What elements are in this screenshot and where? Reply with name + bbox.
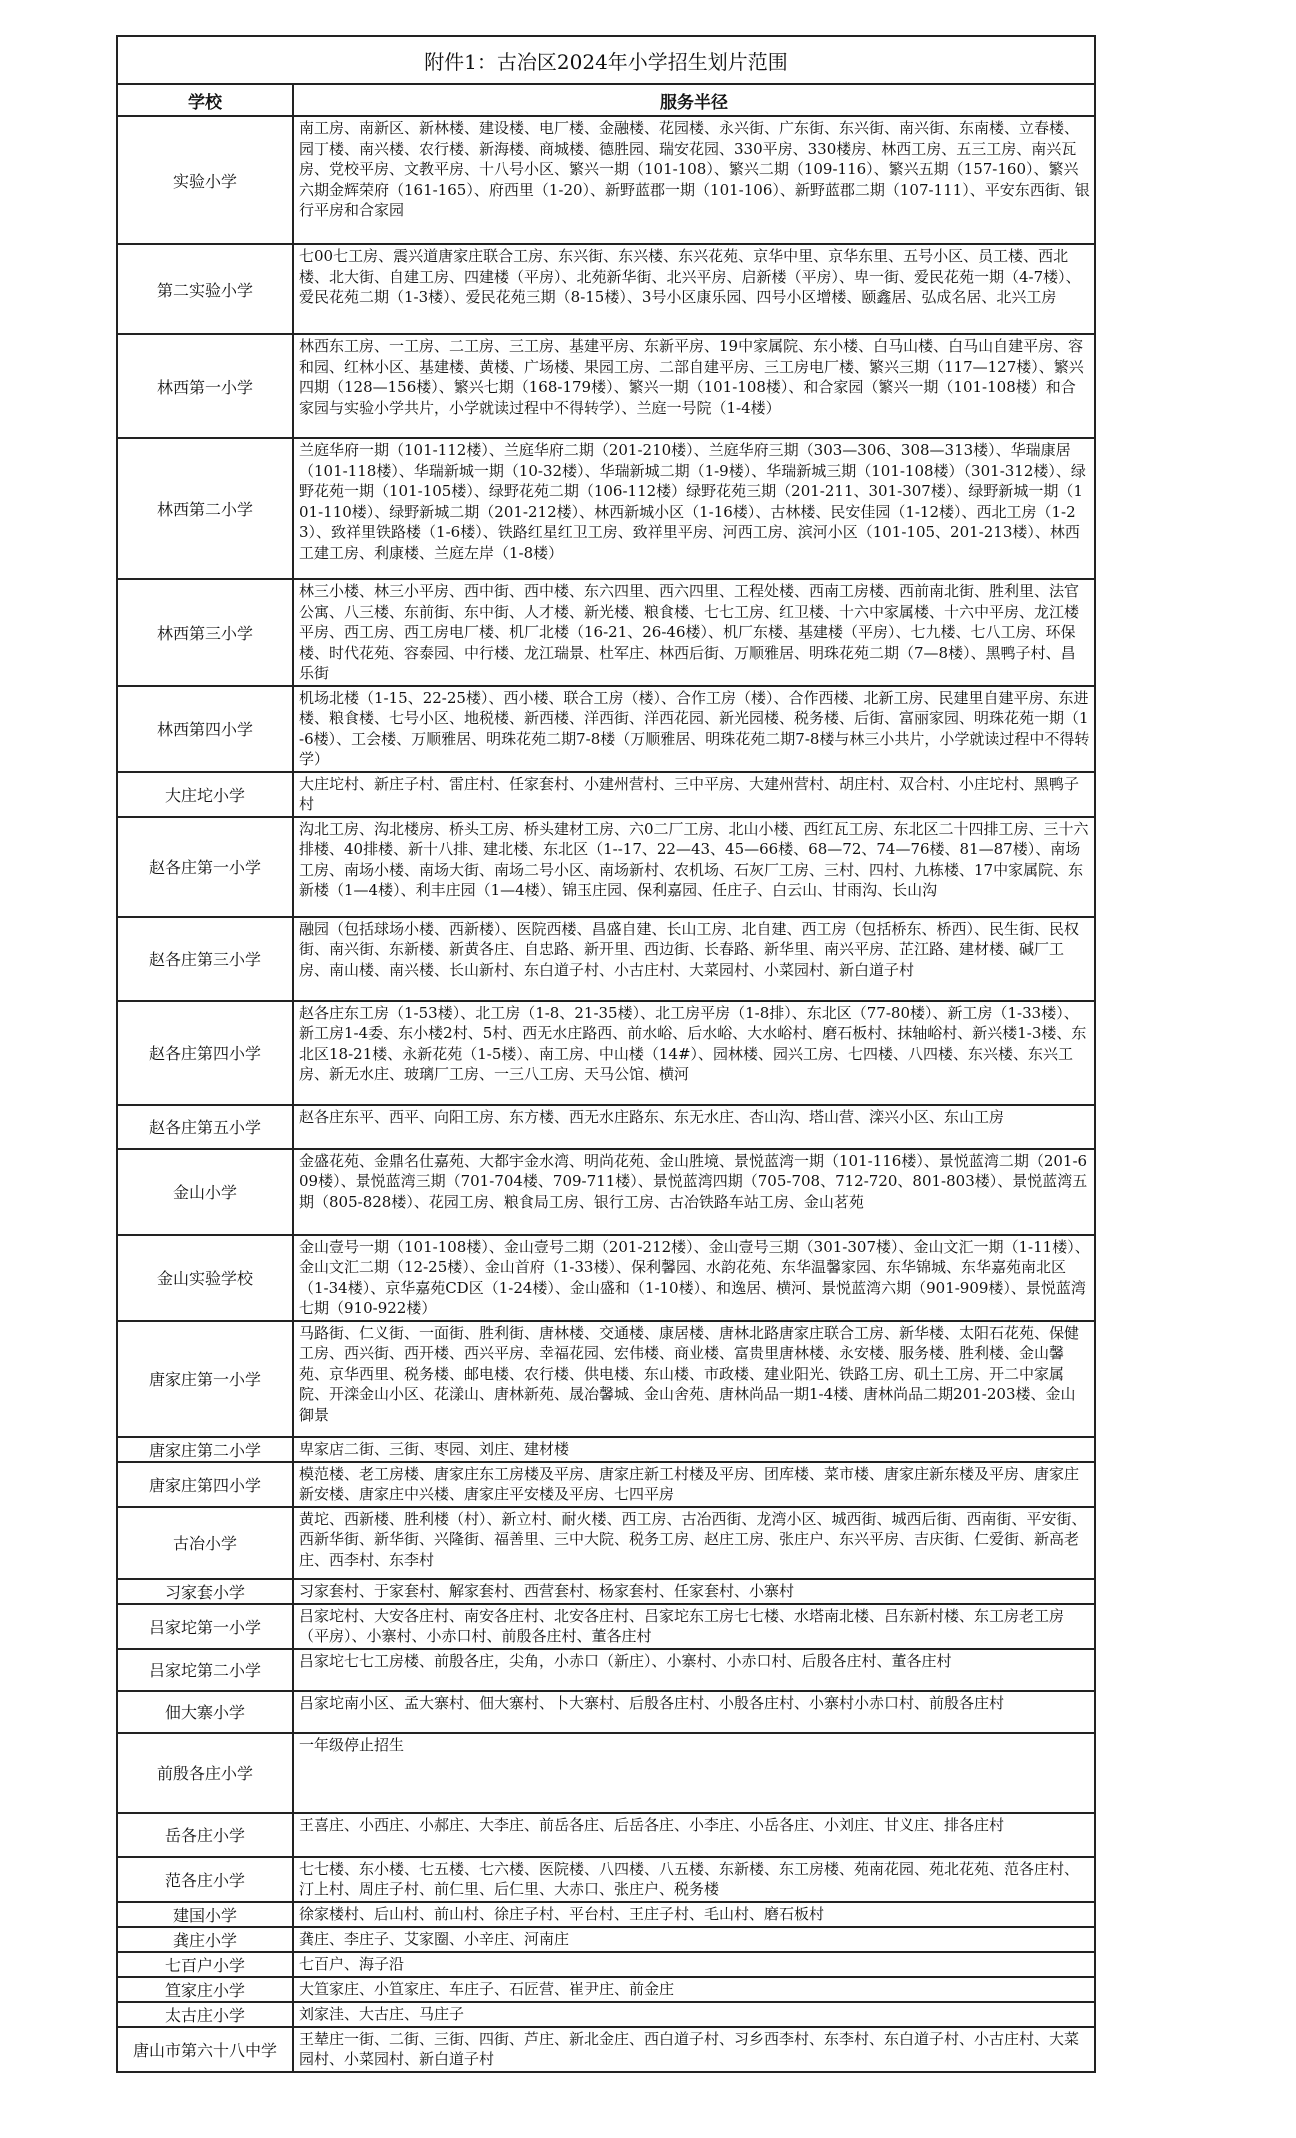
header-row	[117, 84, 1095, 116]
service-area: 模范楼、老工房楼、唐家庄东工房楼及平房、唐家庄新工村楼及平房、团库楼、菜市楼、唐家庄新东楼及平房、唐家庄新安楼、唐家庄中兴楼、唐家庄平安楼及平房、七四平房	[293, 1462, 1095, 1507]
table-body	[117, 116, 1095, 2072]
table-row	[117, 1321, 1095, 1437]
service-area: 七七楼、东小楼、七五楼、七六楼、医院楼、八四楼、八五楼、东新楼、东工房楼、苑南花园、苑北花苑、范各庄村、汀上村、周庄子村、前仁里、后仁里、大赤口、张庄户、税务楼	[293, 1857, 1095, 1902]
service-area: 林三小楼、林三小平房、西中街、西中楼、东六四里、西六四里、工程处楼、西南工房楼、西前南北街、胜利里、法官公寓、八三楼、东前街、东中街、人才楼、新光楼、粮食楼、七七工房、红卫楼、十六中家属楼、十六中平房、龙江楼平房、西工房、西工房电厂楼、机厂北楼（16-21、26-46楼）、机厂东楼、基建楼（平房）、七九楼、七八工房、环保楼、时代花苑、容泰园、中行楼、龙江瑞景、杜军庄、林西后街、万顺雅居、明珠花苑二期（7—8楼）、黑鸭子村、昌乐街	[293, 579, 1095, 686]
enrollment-table	[116, 35, 1096, 2073]
school-name: 实验小学	[117, 116, 293, 244]
table-row	[117, 917, 1095, 1001]
service-area: 卑家店二街、三街、枣园、刘庄、建材楼	[293, 1437, 1095, 1462]
service-area: 沟北工房、沟北楼房、桥头工房、桥头建材工房、六0二厂工房、北山小楼、西红瓦工房、东北区二十四排工房、三十六排楼、40排楼、新十八排、建北楼、东北区（1--17、22—43、45—66楼、68—72、74—76楼、81—87楼）、南场工房、南场小楼、南场大街、南场二号小区、南场新村、农机场、石灰厂工房、三村、四村、九栋楼、17中家属院、东新楼（1—4楼）、利丰庄园（1—4楼）、锦玉庄园、保利嘉园、任庄子、白云山、甘雨沟、长山沟	[293, 817, 1095, 917]
table-row	[117, 1927, 1095, 1952]
table-row	[117, 1857, 1095, 1902]
service-area: 大笪家庄、小笪家庄、车庄子、石匠营、崔尹庄、前金庄	[293, 1977, 1095, 2002]
table-row	[117, 817, 1095, 917]
table-row	[117, 686, 1095, 772]
service-area: 吕家坨南小区、孟大寨村、佃大寨村、卜大寨村、后殷各庄村、小殷各庄村、小寨村小赤口村、前殷各庄村	[293, 1691, 1095, 1733]
service-area: 刘家洼、大古庄、马庄子	[293, 2002, 1095, 2027]
school-name: 吕家坨第一小学	[117, 1604, 293, 1649]
school-name: 习家套小学	[117, 1579, 293, 1604]
school-name: 金山小学	[117, 1149, 293, 1235]
service-area: 赵各庄东工房（1-53楼）、北工房（1-8、21-35楼）、北工房平房（1-8排）、东北区（77-80楼）、新工房（1-33楼）、新工房1-4委、东小楼2村、5村、西无水庄路西、前水峪、后水峪、大水峪村、磨石板村、抹轴峪村、新兴楼1-3楼、东北区18-21楼、永新花苑（1-5楼）、南工房、中山楼（14#）、园林楼、园兴工房、七四楼、八四楼、东兴楼、东兴工房、新无水庄、玻璃厂工房、一三八工房、天马公馆、横河	[293, 1001, 1095, 1105]
school-name: 唐家庄第一小学	[117, 1321, 293, 1437]
school-name: 林西第四小学	[117, 686, 293, 772]
school-name: 唐家庄第二小学	[117, 1437, 293, 1462]
school-name: 林西第一小学	[117, 334, 293, 438]
service-area: 王辇庄一街、二街、三街、四街、芦庄、新北金庄、西白道子村、习乡西李村、东李村、东白道子村、小古庄村、大菜园村、小菜园村、新白道子村	[293, 2027, 1095, 2072]
table-row	[117, 1649, 1095, 1691]
service-area: 机场北楼（1-15、22-25楼）、西小楼、联合工房（楼）、合作工房（楼）、合作西楼、北新工房、民建里自建平房、东进楼、粮食楼、七号小区、地税楼、新西楼、洋西街、洋西花园、新光园楼、税务楼、后街、富丽家园、明珠花苑一期（1-6楼）、工会楼、万顺雅居、明珠花苑二期7-8楼（万顺雅居、明珠花苑二期7-8楼与林三小共片，小学就读过程中不得转学）	[293, 686, 1095, 772]
service-area: 融园（包括球场小楼、西新楼）、医院西楼、昌盛自建、长山工房、北自建、西工房（包括桥东、桥西）、民生街、民权街、南兴街、东新楼、新黄各庄、自忠路、新开里、西边街、长春路、新华里、南兴平房、芷江路、建材楼、碱厂工房、南山楼、南兴楼、长山新村、东白道子村、小古庄村、大菜园村、小菜园村、新白道子村	[293, 917, 1095, 1001]
school-name: 赵各庄第四小学	[117, 1001, 293, 1105]
table-row	[117, 1952, 1095, 1977]
table-row	[117, 1235, 1095, 1321]
service-area: 黄坨、西新楼、胜利楼（村）、新立村、耐火楼、西工房、古冶西街、龙湾小区、城西街、城西后街、西南街、平安街、西新华街、新华街、兴隆街、福善里、三中大院、税务工房、赵庄工房、张庄户、东兴平房、吉庆街、仁爱街、新高老庄、西李村、东李村	[293, 1507, 1095, 1579]
service-area: 徐家楼村、后山村、前山村、徐庄子村、平台村、王庄子村、毛山村、磨石板村	[293, 1902, 1095, 1927]
table-row	[117, 1691, 1095, 1733]
table-row	[117, 579, 1095, 686]
service-area: 习家套村、于家套村、解家套村、西营套村、杨家套村、任家套村、小寨村	[293, 1579, 1095, 1604]
service-area: 南工房、南新区、新林楼、建设楼、电厂楼、金融楼、花园楼、永兴街、广东街、东兴街、南兴街、东南楼、立春楼、园丁楼、南兴楼、农行楼、新海楼、商城楼、德胜园、瑞安花园、330平房、330楼房、林西工房、五三工房、南兴瓦房、党校平房、文教平房、十八号小区、繁兴一期（101-108）、繁兴二期（109-116）、繁兴五期（157-160）、繁兴六期金辉荣府（161-165）、府西里（1-20）、新野蓝郡一期（101-106）、新野蓝郡二期（107-111）、平安东西街、银行平房和合家园	[293, 116, 1095, 244]
table-row	[117, 1902, 1095, 1927]
table-row	[117, 2027, 1095, 2072]
service-area: 吕家坨七七工房楼、前殷各庄，尖角，小赤口（新庄）、小寨村、小赤口村、后殷各庄村、董各庄村	[293, 1649, 1095, 1691]
school-name: 大庄坨小学	[117, 772, 293, 817]
service-area: 吕家坨村、大安各庄村、南安各庄村、北安各庄村、吕家坨东工房七七楼、水塔南北楼、吕东新村楼、东工房老工房（平房）、小寨村、小赤口村、前殷各庄村、董各庄村	[293, 1604, 1095, 1649]
school-name: 林西第二小学	[117, 438, 293, 579]
table-row	[117, 1462, 1095, 1507]
table-row	[117, 1507, 1095, 1579]
school-name: 岳各庄小学	[117, 1813, 293, 1857]
table-row	[117, 334, 1095, 438]
table-row	[117, 1977, 1095, 2002]
school-name: 唐家庄第四小学	[117, 1462, 293, 1507]
document-page	[116, 35, 1094, 2073]
table-row	[117, 1105, 1095, 1149]
service-area: 七00七工房、震兴道唐家庄联合工房、东兴街、东兴楼、东兴花苑、京华中里、京华东里、五号小区、员工楼、西北楼、北大街、自建工房、四建楼（平房）、北苑新华街、北兴平房、启新楼（平房）、卑一街、爱民花苑一期（4-7楼）、爱民花苑二期（1-3楼）、爱民花苑三期（8-15楼）、3号小区康乐园、四号小区增楼、颐鑫居、弘成名居、北兴工房	[293, 244, 1095, 334]
document-title: 附件1：古冶区2024年小学招生划片范围	[117, 36, 1095, 84]
school-name: 笪家庄小学	[117, 1977, 293, 2002]
table-row	[117, 244, 1095, 334]
school-name: 唐山市第六十八中学	[117, 2027, 293, 2072]
table-row	[117, 2002, 1095, 2027]
school-name: 范各庄小学	[117, 1857, 293, 1902]
school-name: 建国小学	[117, 1902, 293, 1927]
school-name: 七百户小学	[117, 1952, 293, 1977]
service-area: 金山壹号一期（101-108楼）、金山壹号二期（201-212楼）、金山壹号三期（301-307楼）、金山文汇一期（1-11楼）、金山文汇二期（12-25楼）、金山首府（1-33楼）、保利馨园、水韵花苑、东华温馨家园、东华锦城、东华嘉苑南北区（1-34楼）、京华嘉苑CD区（1-24楼）、金山盛和（1-10楼）、和逸居、横河、景悦蓝湾六期（901-909楼）、景悦蓝湾七期（910-922楼）	[293, 1235, 1095, 1321]
school-name: 赵各庄第三小学	[117, 917, 293, 1001]
school-name: 佃大寨小学	[117, 1691, 293, 1733]
service-area: 龚庄、李庄子、艾家圈、小辛庄、河南庄	[293, 1927, 1095, 1952]
table-row	[117, 1604, 1095, 1649]
service-area: 王喜庄、小西庄、小郝庄、大李庄、前岳各庄、后岳各庄、小李庄、小岳各庄、小刘庄、甘义庄、排各庄村	[293, 1813, 1095, 1857]
school-name: 太古庄小学	[117, 2002, 293, 2027]
school-name: 古冶小学	[117, 1507, 293, 1579]
table-row	[117, 1579, 1095, 1604]
column-header-school: 学校	[117, 84, 293, 116]
service-area: 七百户、海子沿	[293, 1952, 1095, 1977]
table-row	[117, 116, 1095, 244]
title-row	[117, 36, 1095, 84]
service-area: 林西东工房、一工房、二工房、三工房、基建平房、东新平房、19中家属院、东小楼、白马山楼、白马山自建平房、容和园、红林小区、基建楼、黄楼、广场楼、果园工房、二部自建平房、三工房电厂楼、繁兴三期（117—127楼）、繁兴四期（128—156楼）、繁兴七期（168-179楼）、繁兴一期（101-108楼）、和合家园（繁兴一期（101-108楼）和合家园与实验小学共片，小学就读过程中不得转学）、兰庭一号院（1-4楼）	[293, 334, 1095, 438]
table-row	[117, 772, 1095, 817]
service-area: 马路街、仁义街、一面街、胜利街、唐林楼、交通楼、康居楼、唐林北路唐家庄联合工房、新华楼、太阳石花苑、保健工房、西兴街、西开楼、西兴平房、幸福花园、宏伟楼、商业楼、富贵里唐林楼、永安楼、服务楼、胜利楼、金山馨苑、京华西里、税务楼、邮电楼、农行楼、供电楼、东山楼、市政楼、建业阳光、铁路工房、矶土工房、开二中家属院、开滦金山小区、花漾山、唐林新苑、晟冶馨城、金山舍苑、唐林尚品一期1-4楼、唐林尚品二期201-203楼、金山御景	[293, 1321, 1095, 1437]
table-row	[117, 1813, 1095, 1857]
table-row	[117, 1437, 1095, 1462]
school-name: 吕家坨第二小学	[117, 1649, 293, 1691]
table-row	[117, 1001, 1095, 1105]
school-name: 前殷各庄小学	[117, 1733, 293, 1813]
table-row	[117, 1149, 1095, 1235]
table-row	[117, 438, 1095, 579]
school-name: 赵各庄第一小学	[117, 817, 293, 917]
service-area: 兰庭华府一期（101-112楼）、兰庭华府二期（201-210楼）、兰庭华府三期（303—306、308—313楼）、华瑞康居（101-118楼）、华瑞新城一期（10-32楼）、华瑞新城二期（1-9楼）、华瑞新城三期（101-108楼）（301-312楼）、绿野花苑一期（101-105楼）、绿野花苑二期（106-112楼）绿野花苑三期（201-211、301-307楼）、绿野新城一期（101-110楼）、绿野新城二期（201-212楼）、林西新城小区（1-16楼）、古林楼、民安佳园（1-12楼）、西北工房（1-23）、致祥里铁路楼（1-6楼）、铁路红星红卫工房、致祥里平房、河西工房、滨河小区（101-105、201-213楼）、林西工建工房、利康楼、兰庭左岸（1-8楼）	[293, 438, 1095, 579]
school-name: 龚庄小学	[117, 1927, 293, 1952]
service-area: 大庄坨村、新庄子村、雷庄村、任家套村、小建州营村、三中平房、大建州营村、胡庄村、双合村、小庄坨村、黑鸭子村	[293, 772, 1095, 817]
service-area: 赵各庄东平、西平、向阳工房、东方楼、西无水庄路东、东无水庄、杏山沟、塔山营、滦兴小区、东山工房	[293, 1105, 1095, 1149]
service-area: 一年级停止招生	[293, 1733, 1095, 1813]
table-row	[117, 1733, 1095, 1813]
school-name: 赵各庄第五小学	[117, 1105, 293, 1149]
column-header-area: 服务半径	[293, 84, 1095, 116]
school-name: 林西第三小学	[117, 579, 293, 686]
service-area: 金盛花苑、金鼎名仕嘉苑、大都宇金水湾、明尚花苑、金山胜境、景悦蓝湾一期（101-116楼）、景悦蓝湾二期（201-609楼）、景悦蓝湾三期（701-704楼、709-711楼）、景悦蓝湾四期（705-708、712-720、801-803楼）、景悦蓝湾五期（805-828楼）、花园工房、粮食局工房、银行工房、古冶铁路车站工房、金山茗苑	[293, 1149, 1095, 1235]
school-name: 金山实验学校	[117, 1235, 293, 1321]
school-name: 第二实验小学	[117, 244, 293, 334]
